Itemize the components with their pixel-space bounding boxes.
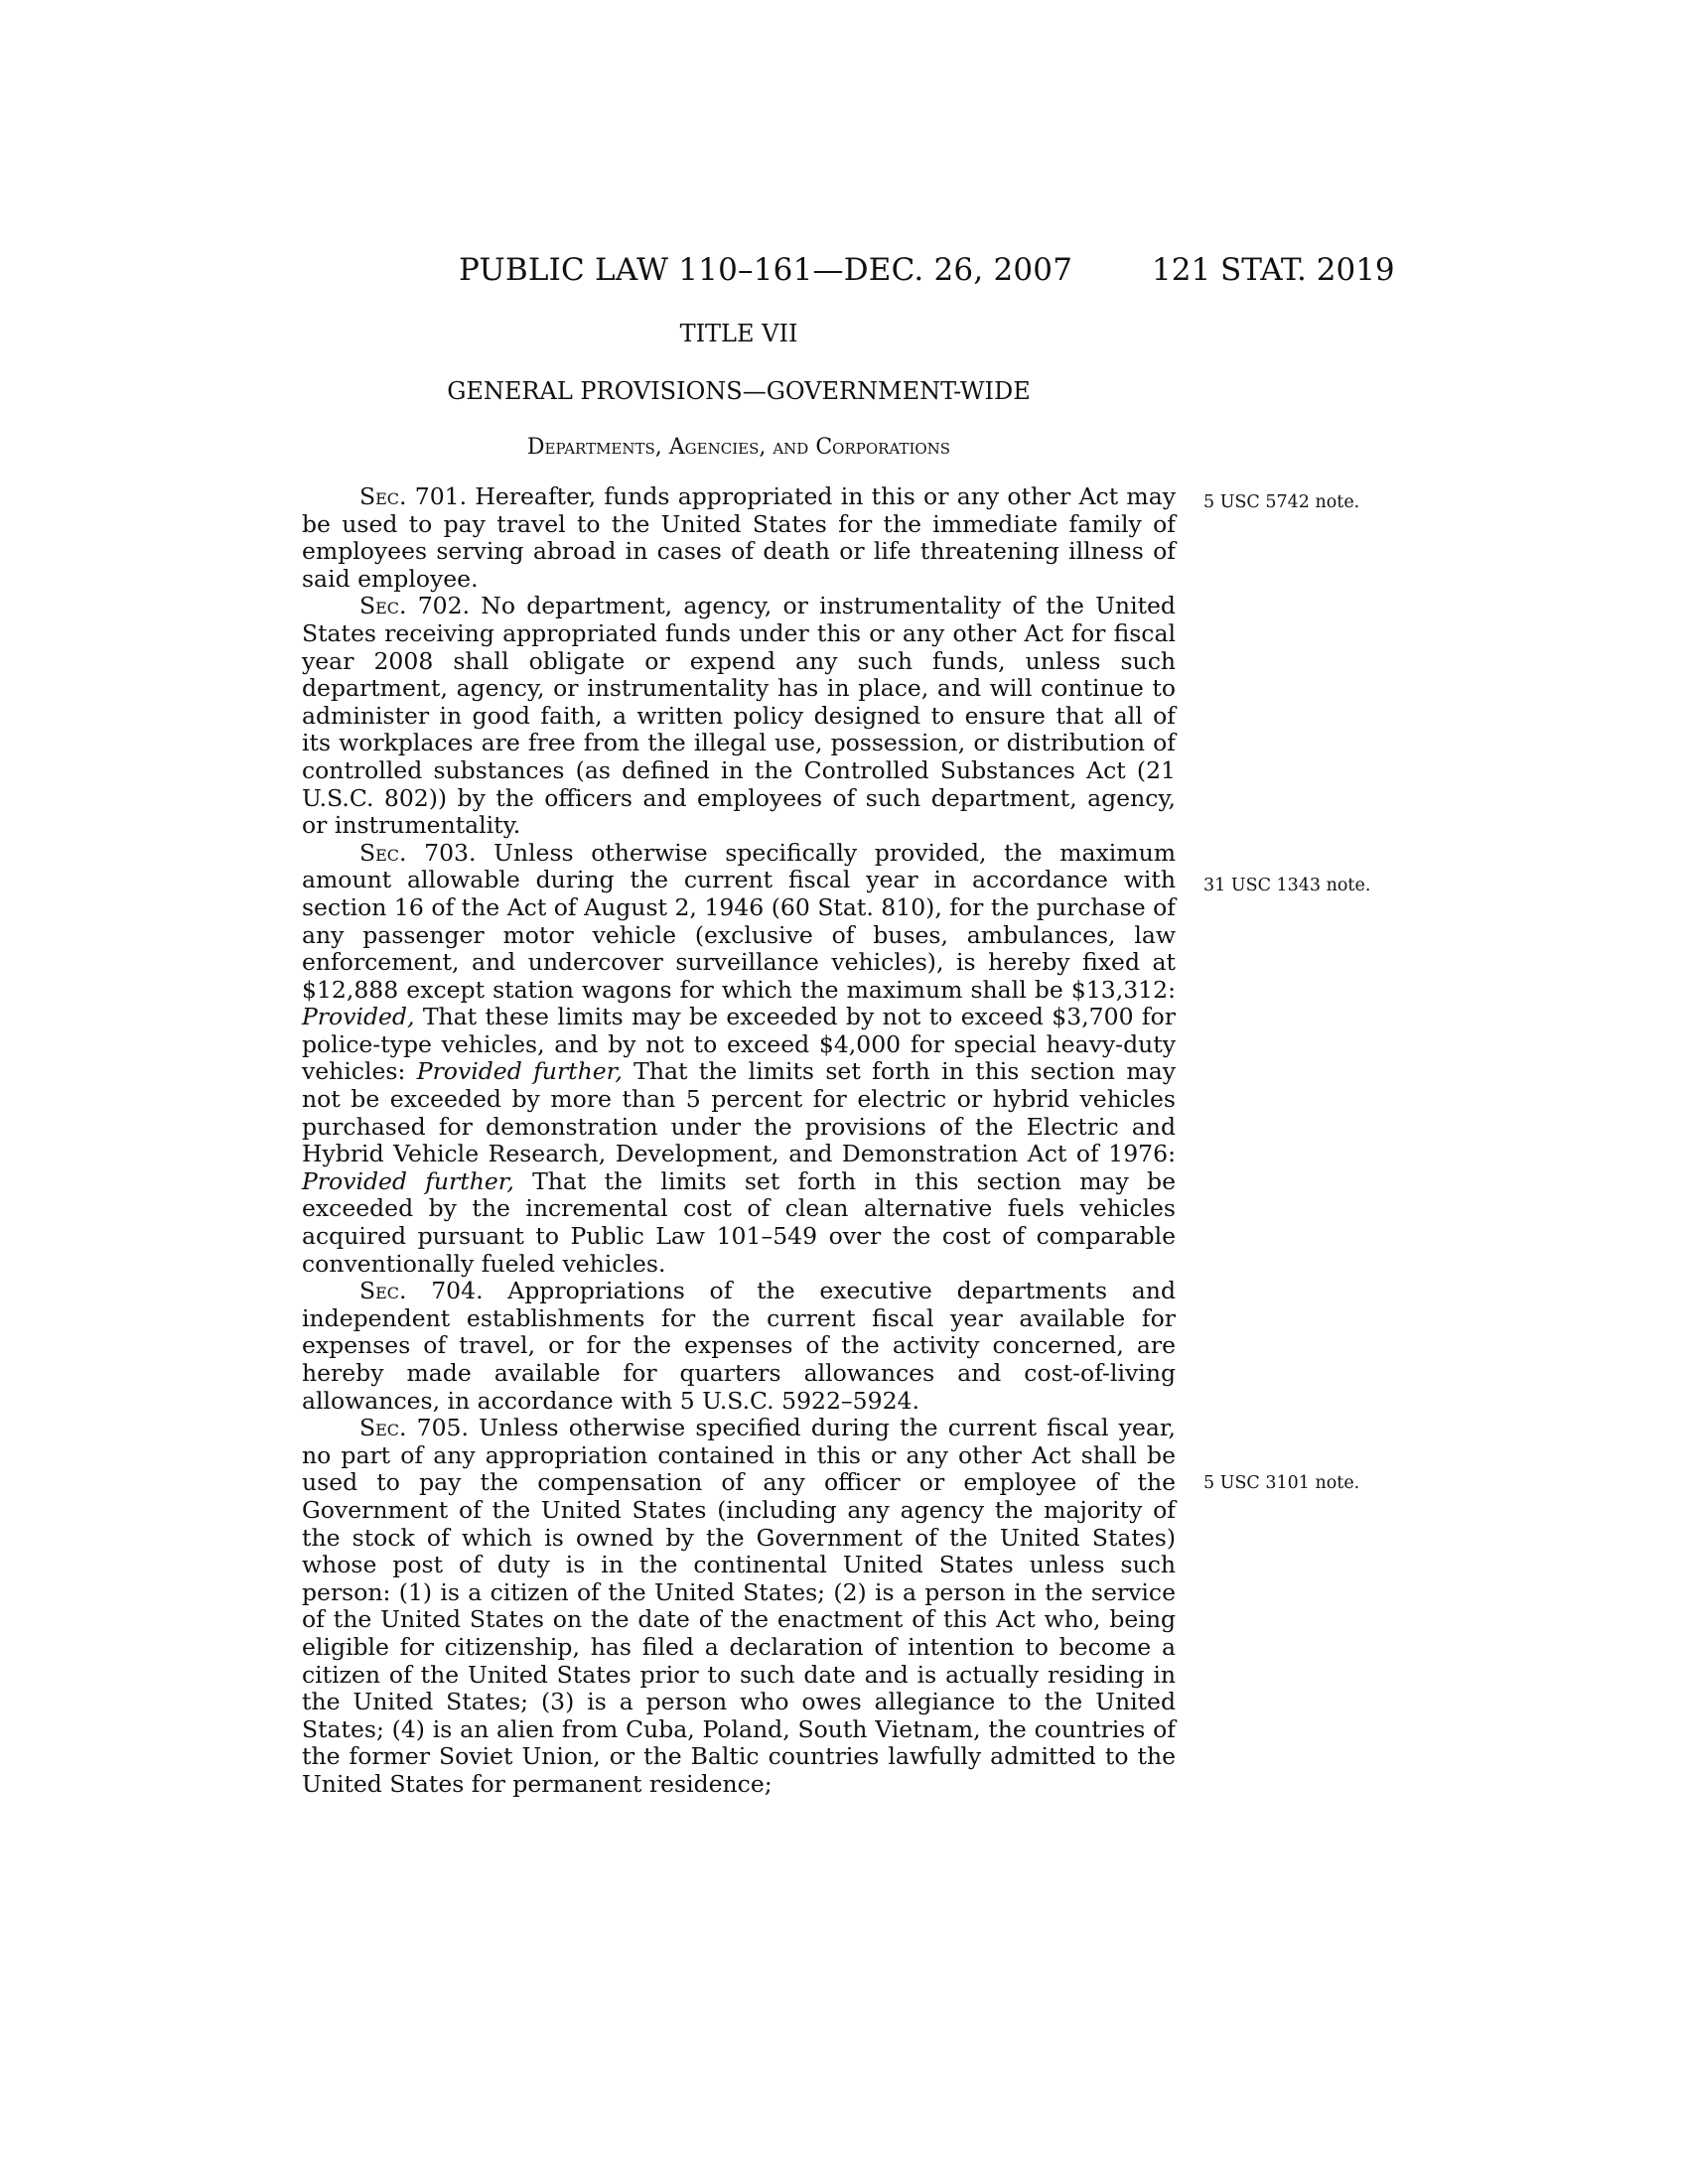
proviso-italic: Provided further, <box>416 1057 623 1086</box>
section-701 <box>302 483 1176 593</box>
section-text: Hereafter, funds appropriated in this or any other Act may be used to pay travel to the United States for the immediate family of employees serving abroad in cases of death or life threatening illness of said employee. <box>302 482 1176 593</box>
title-heading: TITLE VII <box>679 320 798 347</box>
body-text <box>302 483 1176 1799</box>
section-705 <box>302 1415 1176 1798</box>
section-group-heading: Departments, Agencies, and Corporations <box>526 435 951 460</box>
section-label: Sec. 702. <box>359 592 471 620</box>
margin-note-sec-705: 5 USC 3101 note. <box>1203 1473 1360 1493</box>
proviso-italic: Provided further, <box>302 1166 514 1195</box>
section-label: Sec. 705. <box>359 1414 469 1442</box>
section-label: Sec. 701. <box>359 482 468 510</box>
section-text: Unless otherwise specifically provided, the maximum amount allowable during the current fiscal year in accordance with section 16 of the Act of August 2, 1946 (60 Stat. 810), for the purchase of any passenger motor vehicle (exclusive of buses, ambulances, law enforcement, and undercover surveillance vehicles), is hereby fixed at $12,888 except station wagons for which the maximum shall be $13,312: <box>302 838 1176 1004</box>
section-text: That these limits may be exceeded by not to exceed $3,700 for police-type vehicles, and by not to exceed $4,000 for special heavy-duty vehicles: <box>302 1003 1176 1086</box>
proviso-italic: Provided, <box>302 1003 415 1031</box>
running-header-title: PUBLIC LAW 110–161—DEC. 26, 2007 <box>459 252 1073 288</box>
section-text: Unless otherwise specified during the current fiscal year, no part of any appropriation contained in this or any other Act shall be used to pay the compensation of any officer or employee of the Government of the United States (including any agency the majority of the stock of which is owned by the Government of the United States) whose post of duty is in the continental United States unless such person: (1) is a citizen of the United States; (2) is a person in the service of the United States on the date of the enactment of this Act who, being eligible for citizenship, has filed a declaration of intention to become a citizen of the United States prior to such date and is actually residing in the United States; (3) is a person who owes allegiance to the United States; (4) is an alien from Cuba, Poland, South Vietnam, the countries of the former Soviet Union, or the Baltic countries lawfully admitted to the United States for permanent residence; <box>302 1414 1176 1798</box>
section-text: That the limits set forth in this section may not be exceeded by more than 5 percent for electric or hybrid vehicles purchased for demonstration under the provisions of the Electric and Hybrid Vehicle Research, Development, and Demonstration Act of 1976: <box>302 1057 1176 1168</box>
margin-note-sec-703: 31 USC 1343 note. <box>1203 876 1371 895</box>
section-text: No department, agency, or instrumentality of the United States receiving appropriated funds under this or any other Act for fiscal year 2008 shall obligate or expend any such funds, unless such department, agency, or instrumentality has in place, and will continue to administer in good faith, a written policy designed to ensure that all of its workplaces are free from the illegal use, possession, or distribution of controlled substances (as defined in the Controlled Substances Act (21 U.S.C. 802)) by the officers and employees of such department, agency, or instrumentality. <box>302 592 1176 840</box>
title-subheading: GENERAL PROVISIONS—GOVERNMENT-WIDE <box>447 377 1031 405</box>
section-703 <box>302 840 1176 1279</box>
running-header-page-number: 121 STAT. 2019 <box>1152 252 1395 288</box>
section-702 <box>302 593 1176 839</box>
section-text: That the limits set forth in this section may be exceeded by the incremental cost of clean alternative fuels vehicles acquired pursuant to Public Law 101–549 over the cost of comparable conventionally fueled vehicles. <box>302 1166 1176 1278</box>
section-label: Sec. 703. <box>359 838 477 867</box>
margin-note-sec-701: 5 USC 5742 note. <box>1203 492 1360 512</box>
section-text: Appropriations of the executive departments and independent establishments for the current fiscal year available for expenses of travel, or for the expenses of the activity concerned, are hereby made available for quarters allowances and cost-of-living allowances, in accordance with 5 U.S.C. 5922–5924. <box>302 1277 1176 1415</box>
section-704 <box>302 1278 1176 1415</box>
section-label: Sec. 704. <box>359 1277 484 1305</box>
